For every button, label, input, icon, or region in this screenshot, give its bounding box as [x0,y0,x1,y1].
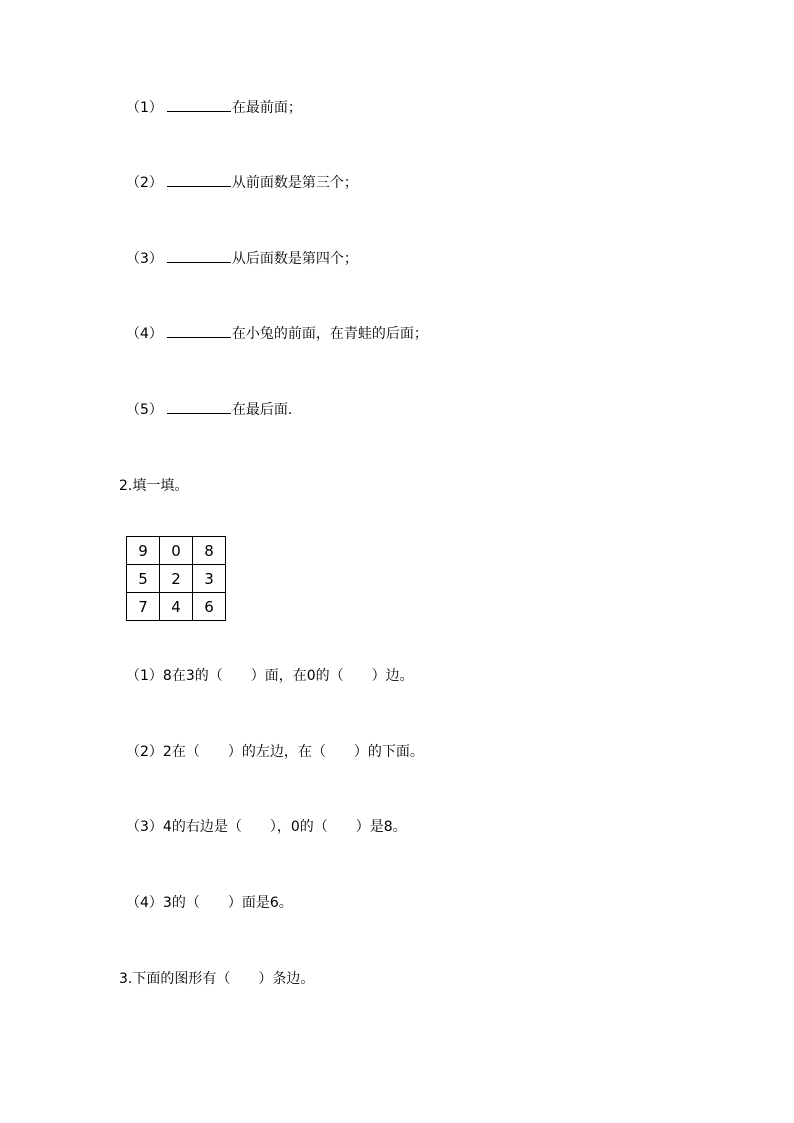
grid-row [127,565,226,593]
grid-cell: 6 [193,593,226,621]
fill-blank-item-2 [126,172,358,192]
item-number: （1） [126,100,163,116]
fill-blank-item-3 [126,248,358,268]
answer-blank[interactable] [167,323,231,338]
fill-blank-item-4 [126,323,428,343]
grid-cell: 7 [127,593,160,621]
question-3-heading: 3.下面的图形有（ ）条边。 [119,971,315,987]
item-number: （5） [126,402,163,418]
grid-cell: 9 [127,537,160,565]
grid-cell: 8 [193,537,226,565]
grid-cell: 4 [160,593,193,621]
fill-blank-item-1 [126,97,302,117]
answer-blank[interactable] [167,172,231,187]
item-number: （2） [126,175,163,191]
grid-row [127,593,226,621]
item-text: 在最后面. [231,402,293,418]
answer-blank[interactable] [167,248,231,263]
grid-cell: 5 [127,565,160,593]
item-number: （4） [126,326,163,342]
grid-row [127,537,226,565]
question-2-item-4: （4）3的（ ）面是6。 [126,895,293,911]
item-number: （3） [126,251,163,267]
question-2-item-2: （2）2在（ ）的左边，在（ ）的下面。 [126,744,424,760]
item-text: 从后面数是第四个； [231,251,358,267]
grid-cell: 2 [160,565,193,593]
answer-blank[interactable] [167,399,231,414]
question-2-heading: 2.填一填。 [119,478,189,494]
answer-blank[interactable] [167,97,231,112]
number-grid [126,536,226,621]
item-text: 在最前面； [231,100,302,116]
fill-blank-item-5 [126,399,292,419]
grid-cell: 0 [160,537,193,565]
question-2-item-1: （1）8在3的（ ）面，在0的（ ）边。 [126,668,414,684]
grid-cell: 3 [193,565,226,593]
item-text: 在小兔的前面，在青蛙的后面； [231,326,428,342]
question-2-item-3: （3）4的右边是（ ），0的（ ）是8。 [126,819,407,835]
item-text: 从前面数是第三个； [231,175,358,191]
